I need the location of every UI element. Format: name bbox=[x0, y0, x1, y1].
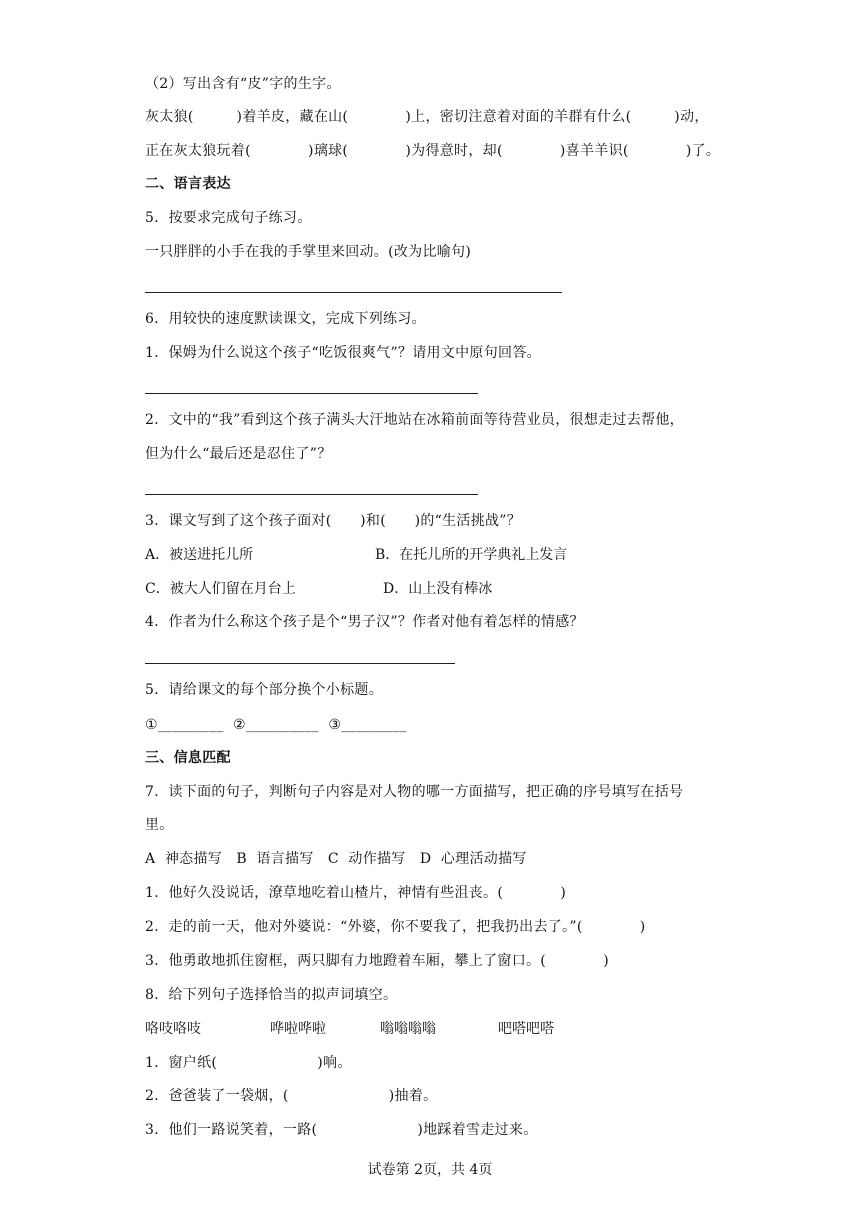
page-footer: 试卷第 2页，共 4页 bbox=[367, 1162, 493, 1178]
question-8-1: 1．窗户纸( )响。 bbox=[145, 1055, 352, 1071]
answer-line[interactable] bbox=[145, 663, 455, 664]
question-6-5: 5．请给课文的每个部分换个小标题。 bbox=[145, 682, 384, 698]
answer-line[interactable] bbox=[145, 393, 478, 394]
section-title-3: 三、信息匹配 bbox=[145, 750, 231, 766]
answer-line[interactable] bbox=[145, 494, 478, 495]
word-option-3: 嗡嗡嗡嗡 bbox=[380, 1021, 436, 1037]
question-6-2-cont: 但为什么“最后还是忍住了”？ bbox=[145, 446, 332, 462]
question-6-2: 2．文中的“我”看到这个孩子满头大汗地站在冰箱前面等待营业员，很想走过去帮他， bbox=[145, 412, 684, 428]
question-8-2: 2．爸爸装了一袋烟，( )抽着。 bbox=[145, 1088, 438, 1104]
question-6-1: 1．保姆为什么说这个孩子“吃饭很爽气”？请用文中原句回答。 bbox=[145, 345, 541, 361]
word-option-4: 吧嗒吧嗒 bbox=[498, 1021, 554, 1037]
question-8-3: 3．他们一路说笑着，一路( )地踩着雪走过来。 bbox=[145, 1122, 538, 1138]
question-6: 6．用较快的速度默读课文，完成下列练习。 bbox=[145, 311, 426, 327]
question-8: 8．给下列句子选择恰当的拟声词填空。 bbox=[145, 987, 398, 1003]
question-7-cont: 里。 bbox=[145, 817, 174, 833]
option-c: C．被大人们留在月台上 bbox=[145, 581, 296, 597]
option-b: B．在托儿所的开学典礼上发言 bbox=[375, 547, 568, 563]
question-7-3: 3．他勇敢地抓住窗框，两只脚有力地蹬着车厢，攀上了窗口。( ) bbox=[145, 953, 610, 969]
q4-sub2-line1: 灰太狼( )着羊皮，藏在山( )上，密切注意着对面的羊群有什么( )动， bbox=[145, 109, 709, 125]
word-option-2: 哗啦哗啦 bbox=[270, 1021, 326, 1037]
question-6-5-blanks[interactable]: ①_________ ②__________ ③_________ bbox=[145, 717, 407, 733]
question-7: 7．读下面的句子，判断句子内容是对人物的哪一方面描写，把正确的序号填写在括号 bbox=[145, 784, 684, 800]
question-7-2: 2．走的前一天，他对外婆说：“外婆，你不要我了，把我扔出去了。”( ) bbox=[145, 919, 646, 935]
question-5: 5．按要求完成句子练习。 bbox=[145, 210, 312, 226]
question-5-sentence: 一只胖胖的小手在我的手掌里来回动。(改为比喻句) bbox=[145, 244, 472, 260]
section-title-2: 二、语言表达 bbox=[145, 176, 231, 192]
question-6-3: 3．课文写到了这个孩子面对( )和( )的“生活挑战”？ bbox=[145, 513, 522, 529]
word-option-1: 咯吱咯吱 bbox=[145, 1021, 201, 1037]
answer-line[interactable] bbox=[145, 292, 562, 293]
question-7-options: A 神态描写 B 语言描写 C 动作描写 D 心理活动描写 bbox=[145, 851, 527, 867]
option-a: A．被送进托儿所 bbox=[145, 547, 254, 563]
q4-sub2-line2: 正在灰太狼玩着( )璃球( )为得意时，却( )喜羊羊识( )了。 bbox=[145, 143, 721, 159]
question-7-1: 1．他好久没说话，潦草地吃着山楂片，神情有些沮丧。( ) bbox=[145, 885, 567, 901]
q4-sub2: （2）写出含有“皮”字的生字。 bbox=[145, 76, 341, 92]
option-d: D．山上没有棒冰 bbox=[383, 581, 493, 597]
question-6-4: 4．作者为什么称这个孩子是个“男子汉”？作者对他有着怎样的情感？ bbox=[145, 614, 584, 630]
